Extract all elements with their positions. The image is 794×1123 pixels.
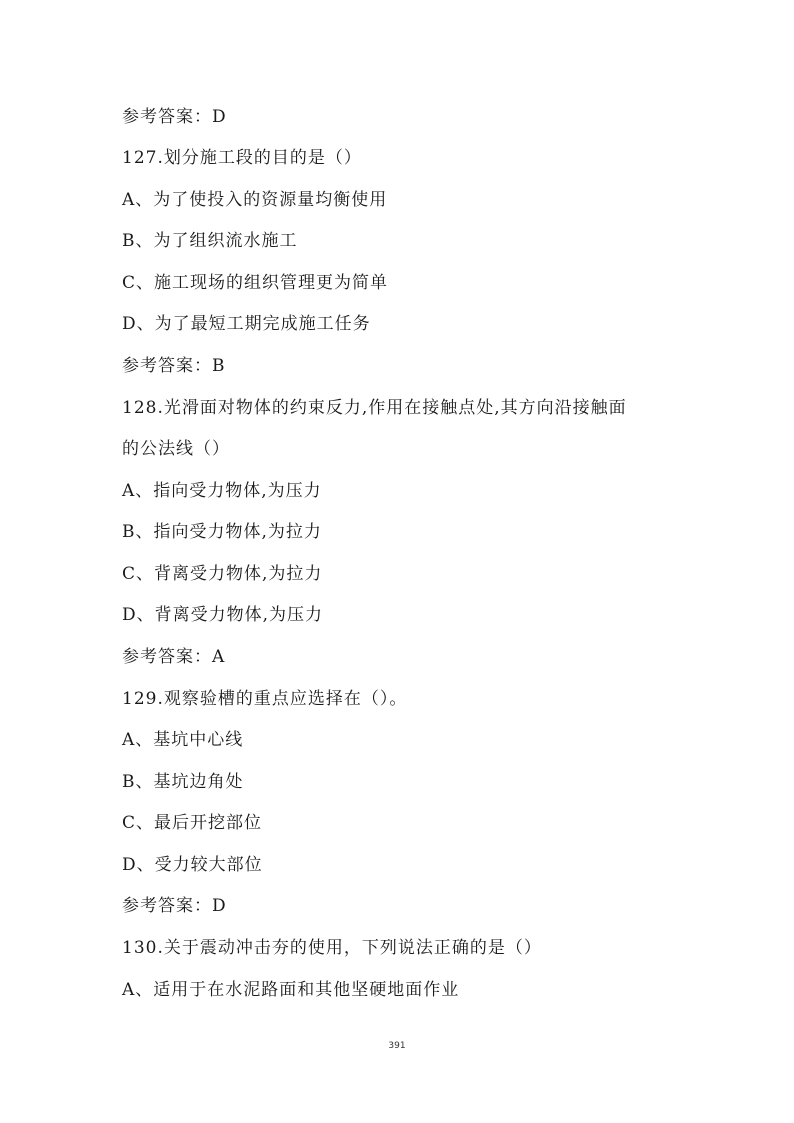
option-line: D、为了最短工期完成施工任务 (122, 314, 371, 334)
option-line: B、指向受力物体,为拉力 (122, 522, 322, 542)
option-line: B、为了组织流水施工 (122, 231, 298, 251)
answer-line: 参考答案：D (122, 896, 227, 916)
option-line: D、背离受力物体,为压力 (122, 605, 324, 625)
question-127: 127.划分施工段的目的是（） (122, 148, 362, 168)
option-line: A、为了使投入的资源量均衡使用 (122, 190, 388, 210)
option-line: A、指向受力物体,为压力 (122, 481, 322, 501)
question-128: 128.光滑面对物体的约束反力,作用在接触点处,其方向沿接触面 (122, 398, 627, 418)
question-128-continued: 的公法线（） (122, 439, 230, 459)
option-line: C、最后开挖部位 (122, 813, 263, 833)
page-number: 391 (388, 1041, 406, 1051)
question-129: 129.观察验槽的重点应选择在（）。 (122, 689, 408, 709)
option-line: C、施工现场的组织管理更为简单 (122, 273, 389, 293)
option-line: A、适用于在水泥路面和其他坚硬地面作业 (122, 980, 460, 1000)
answer-line: 参考答案：D (122, 107, 227, 127)
option-line: C、背离受力物体,为拉力 (122, 564, 323, 584)
answer-line: 参考答案：A (122, 647, 226, 667)
answer-line: 参考答案：B (122, 356, 226, 376)
question-130: 130.关于震动冲击夯的使用，下列说法正确的是（） (122, 938, 542, 958)
option-line: A、基坑中心线 (122, 730, 244, 750)
option-line: D、受力较大部位 (122, 855, 263, 875)
option-line: B、基坑边角处 (122, 772, 244, 792)
